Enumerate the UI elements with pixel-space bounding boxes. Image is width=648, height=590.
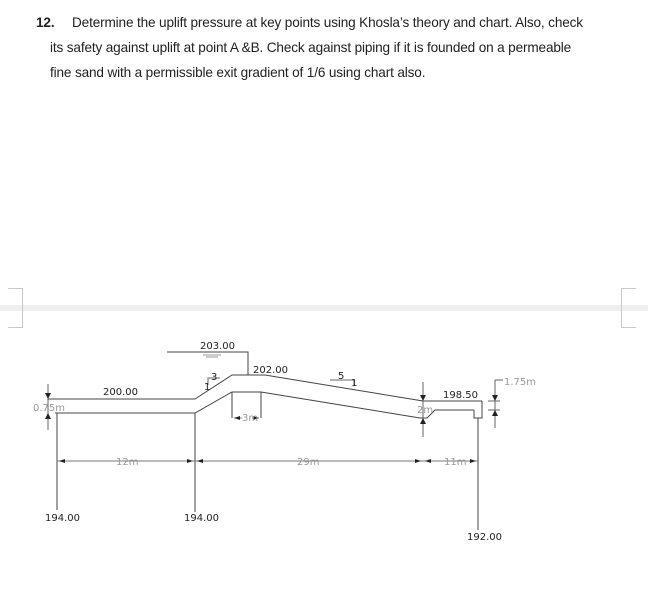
middle-length-label: 29m	[297, 457, 320, 468]
upstream-pile-bottom-label: 194.00	[45, 513, 80, 524]
question-line-1: Determine the uplift pressure at key points using Khosla’s theory and chart. Also, check	[72, 15, 583, 30]
upstream-slope-v: 1	[204, 382, 211, 393]
downstream-length-label: 11m	[444, 457, 467, 468]
question-number: 12.	[36, 15, 55, 30]
upstream-length-label: 12m	[116, 457, 139, 468]
crest-level-label: 202.00	[253, 365, 288, 376]
upstream-thickness-label: 0.75m	[33, 403, 66, 414]
intermediate-pile-bottom-label: 194.00	[184, 513, 219, 524]
downstream-floor-level-label: 198.50	[443, 390, 478, 401]
upstream-slope-h: 3	[211, 372, 218, 383]
question-line-2: its safety against uplift at point A &B. Check against piping if it is founded on a permeable	[50, 40, 572, 55]
question-line-3: fine sand with a permissible exit gradient of 1/6 using chart also.	[50, 65, 426, 80]
downstream-thickness-label: 1.75m	[504, 377, 537, 388]
downstream-slope-h: 5	[338, 371, 345, 382]
toe-thickness-label: 2m	[417, 405, 434, 416]
downstream-pile-bottom-label: 192.00	[467, 532, 502, 543]
water-level-label: 203.00	[200, 341, 235, 352]
downstream-slope-v: 1	[351, 378, 358, 389]
upstream-floor-level-label: 200.00	[103, 387, 138, 398]
crest-width-label: 3m	[242, 413, 259, 424]
